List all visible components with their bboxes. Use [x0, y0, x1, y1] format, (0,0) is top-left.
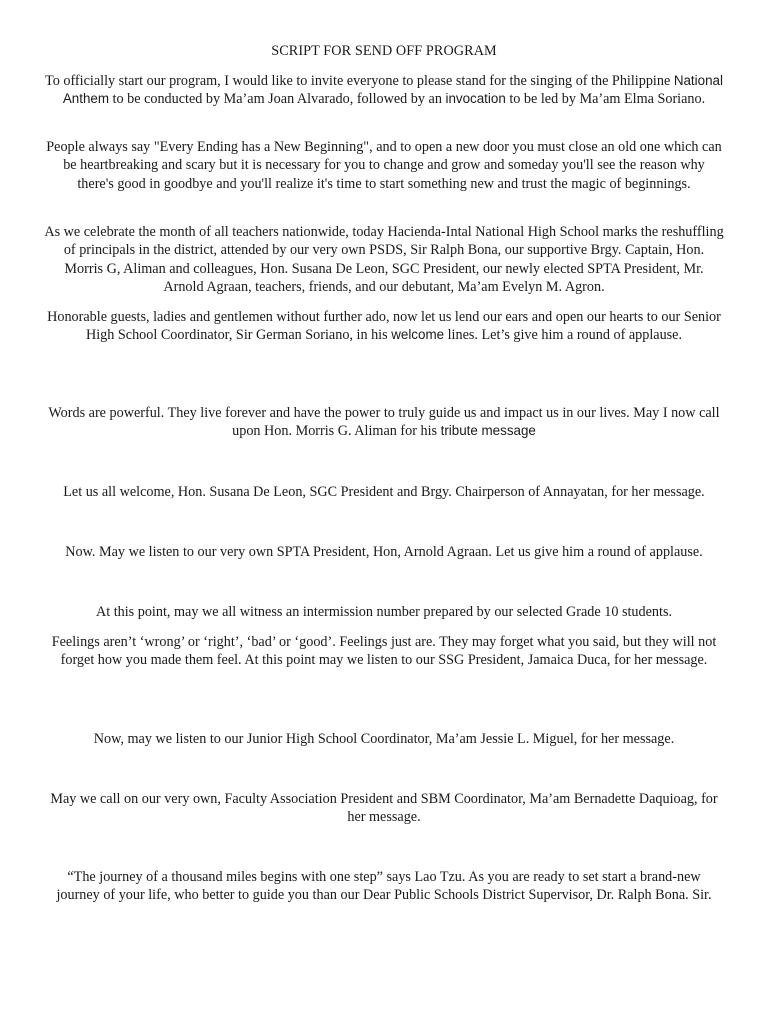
- paragraph-text: to be led by Ma’am Elma Soriano.: [505, 91, 706, 108]
- paragraph-journey: “The journey of a thousand miles begins with one step” says Lao Tzu. As you are ready to set start a brand-new journey of your life, who better to guide you than our Dear Public Schools District Supervisor, Dr. Ralph Bona. Sir.: [56, 869, 712, 904]
- emphasis-invocation: invocation: [445, 91, 506, 107]
- emphasis-welcome: welcome: [391, 327, 445, 343]
- paragraph-welcome: [44, 308, 724, 345]
- paragraph-sgc-message: Let us all welcome, Hon. Susana De Leon, SGC President and Brgy. Chairperson of Annayatan, for her message.: [63, 484, 705, 500]
- paragraph-text: Words are powerful. They live forever and have the power to truly guide us and impact us in our lives. May I now call upon Hon. Morris G. Aliman for his: [48, 405, 720, 440]
- paragraph-faculty-president: May we call on our very own, Faculty Association President and SBM Coordinator, Ma’am Bernadette Daquioag, for her message.: [50, 791, 718, 826]
- paragraph-jhs-coordinator: Now, may we listen to our Junior High School Coordinator, Ma’am Jessie L. Miguel, for her message.: [93, 731, 675, 747]
- paragraph-feelings: Feelings aren’t ‘wrong’ or ‘right’, ‘bad’ or ‘good’. Feelings just are. They may forget what you said, but they will not forget how you made them feel. At this point may we listen to our SSG President, Jamaica Duca, for her message.: [51, 634, 717, 669]
- emphasis-tribute-message: tribute message: [440, 423, 536, 439]
- paragraph-text: lines. Let’s give him a round of applause.: [444, 327, 683, 344]
- paragraph-tribute: [44, 404, 724, 441]
- paragraph-opening: [44, 72, 724, 109]
- paragraph-text: To officially start our program, I would like to invite everyone to please stand for the singing of the Philippine: [45, 73, 674, 89]
- paragraph-text: to be conducted by Ma’am Joan Alvarado, followed by an: [109, 91, 446, 108]
- paragraph-text: Honorable guests, ladies and gentlemen without further ado, now let us lend our ears and open our hearts to our Senior High School Coordinator, Sir German Soriano, in his: [47, 309, 721, 344]
- paragraph-new-beginning: People always say "Every Ending has a New Beginning", and to open a new door you must close an old one which can be heartbreaking and scary but it is necessary for you to change and grow and someday you'll see the reason why there's good in goodbye and you'll realize it's time to start something new and trust the magic of beginnings.: [46, 139, 722, 192]
- document-title: SCRIPT FOR SEND OFF PROGRAM: [271, 43, 497, 59]
- paragraph-celebration: As we celebrate the month of all teachers nationwide, today Hacienda-Intal National High School marks the reshuffling of principals in the district, attended by our very own PSDS, Sir Ralph Bona, our supportive Brgy. Captain, Hon. Morris G, Aliman and colleagues, Hon. Susana De Leon, SGC President, our newly elected SPTA President, Mr. Arnold Agraan, teachers, friends, and our debutant, Ma’am Evelyn M. Agron.: [44, 224, 724, 296]
- paragraph-spta-message: Now. May we listen to our very own SPTA President, Hon, Arnold Agraan. Let us give him a round of applause.: [65, 544, 703, 560]
- emphasis-national-anthem: National Anthem: [62, 73, 723, 107]
- paragraph-intermission: At this point, may we all witness an intermission number prepared by our selected Grade 10 students.: [95, 604, 673, 620]
